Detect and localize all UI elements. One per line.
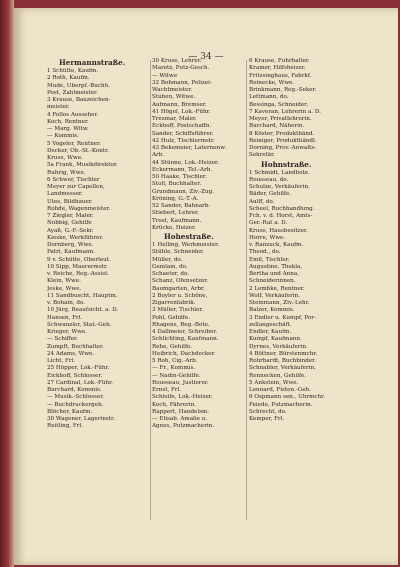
directory-entry: 1 Schmidt, Landbote. bbox=[249, 169, 310, 176]
directory-entry: Maretz, Putz-Gesch. bbox=[152, 65, 210, 72]
directory-entry: Burchard, Kommis. bbox=[47, 387, 102, 393]
directory-entry: 7 Kaveran, Lehrerin a. D. bbox=[249, 108, 321, 115]
directory-entry: Schneiderinnen. bbox=[249, 278, 296, 285]
directory-entry: Utes, Bildhauer. bbox=[47, 198, 93, 205]
directory-entry: Schnabler, Verkäuferin. bbox=[249, 365, 316, 372]
directory-entry: Pohl, Gehilfe. bbox=[152, 314, 190, 321]
directory-entry: 41 Högel, Lok.-Führ. bbox=[152, 108, 211, 115]
directory-entry: Scheel, Buchhandlung. bbox=[249, 205, 315, 212]
directory-entry: Müller, do. bbox=[152, 256, 183, 263]
directory-entry: Eickhoff, Schlosser. bbox=[47, 372, 103, 379]
directory-column-3 bbox=[249, 58, 364, 423]
directory-entry: Dornberg, Wwe. bbox=[47, 242, 94, 248]
directory-column-1 bbox=[47, 58, 155, 431]
directory-entry: Licht, Frl. bbox=[47, 358, 76, 364]
directory-entry: 5a Frank, Musikdirektor. bbox=[47, 162, 118, 169]
directory-entry: Aufmann, Bremser. bbox=[152, 101, 207, 108]
directory-entry: 44 Stünne, Lok.-Heizer. bbox=[152, 159, 219, 166]
directory-entry: 3 Endler u. Kumpf, Por- bbox=[249, 314, 316, 321]
directory-entry: Schaeter, do. bbox=[152, 271, 190, 277]
directory-entry: Reiniger, Produkthändl. bbox=[249, 137, 317, 144]
directory-entry: Lettmann, do. bbox=[249, 94, 289, 101]
directory-column-2 bbox=[152, 58, 262, 431]
directory-entry: Rousseau, Justierer. bbox=[152, 379, 209, 386]
directory-entry: v. Bohain, do. bbox=[47, 300, 86, 306]
directory-entry: Schrecht, do. bbox=[249, 408, 287, 415]
directory-entry: Hansen, Frl. bbox=[47, 314, 83, 321]
directory-entry: Theod., do. bbox=[249, 249, 281, 256]
directory-entry: Stühle, Schneider. bbox=[152, 249, 204, 256]
directory-entry: 7 Ziegler, Maler. bbox=[47, 213, 94, 219]
directory-entry: 2 Lembke, Rentner. bbox=[249, 285, 305, 292]
directory-entry: — Fr., Kommis. bbox=[152, 365, 196, 372]
directory-entry: Gemlam, do. bbox=[152, 263, 188, 270]
directory-entry: Eckermann, Tel.-Arb. bbox=[152, 166, 213, 173]
directory-entry: zellangeschäft. bbox=[249, 321, 292, 328]
directory-entry: Kramer, Hilfsheizer. bbox=[249, 65, 306, 72]
directory-entry: Schlichting, Kaufmann. bbox=[152, 336, 219, 343]
directory-entry: Decker, Ob.-St.-Kontr. bbox=[47, 147, 109, 154]
directory-entry: 10 Jürg, Beaufsicht. a. D. bbox=[47, 307, 119, 314]
directory-entry: 52 Sander, Bahnarb. bbox=[152, 203, 211, 209]
directory-entry: Stiebert, Lehrer. bbox=[152, 210, 199, 217]
directory-entry: meister. bbox=[47, 104, 70, 111]
directory-entry: 3 Müller, Tischler. bbox=[152, 307, 204, 314]
directory-entry: 27 Cardinal, Lok.-Führ. bbox=[47, 379, 113, 386]
directory-entry: Brinkmann, Reg.-Seker. bbox=[249, 87, 317, 93]
directory-entry: Baumgarten, Arbr. bbox=[152, 285, 205, 292]
directory-entry: Schulze, Verkäuferin. bbox=[249, 184, 310, 190]
directory-entry: 8 Köster, Produkthänd. bbox=[249, 130, 315, 137]
directory-entry: Post, Zahlmeister. bbox=[47, 89, 98, 96]
page-number: — 34 — bbox=[188, 52, 224, 62]
directory-entry: Reinecke, Wwe. bbox=[249, 79, 295, 86]
directory-entry: Landmesser. bbox=[47, 191, 83, 198]
directory-entry: Ruhrig, Wwe. bbox=[47, 169, 86, 176]
directory-entry: Heibrich, Dachdecker. bbox=[152, 350, 216, 357]
directory-entry: Rennecken, Gehilfe. bbox=[249, 372, 307, 379]
directory-entry: — Nadin-Gehilfe. bbox=[152, 372, 201, 379]
directory-entry: 2 Boyler u. Schöne, bbox=[152, 292, 208, 299]
directory-entry: Balzer, Kommis. bbox=[249, 307, 295, 314]
directory-entry: — Buchdruckergeh. bbox=[47, 401, 104, 408]
directory-entry: Emil, Tischler. bbox=[249, 256, 290, 263]
directory-entry: Steinmann, Ziv.-Lehr. bbox=[249, 300, 310, 306]
directory-entry: 2 Roth, Kaufm. bbox=[47, 75, 90, 82]
directory-entry: Zumpft, Buchhalter. bbox=[47, 343, 104, 350]
directory-entry: Kruse, Hausbesitzer. bbox=[249, 227, 308, 234]
directory-entry: 11 Sandbuscht, Hauptm. bbox=[47, 292, 118, 299]
directory-entry: Meyer, Privatlehrerin. bbox=[249, 116, 312, 122]
directory-entry: v. Ranzuck, Kaufm. bbox=[249, 242, 304, 248]
directory-entry: 10 Sipp, Maurermstr. bbox=[47, 263, 108, 270]
directory-entry: Agnes, Putzmacherin. bbox=[152, 423, 215, 430]
directory-entry: Grundmann, Ziv.-Zug. bbox=[152, 188, 215, 195]
directory-entry: Koch, Fährerin. bbox=[152, 401, 196, 408]
directory-entry: Stoll, Buchhalter. bbox=[152, 181, 202, 188]
directory-entry: Bäder, Gehilfe. bbox=[249, 191, 292, 198]
directory-entry: 6 Krause, Fuhrhalter. bbox=[249, 58, 310, 64]
directory-entry: 43 Bekemeier, Laternenw. bbox=[152, 145, 227, 151]
directory-entry: 1 Helling, Werkmeister. bbox=[152, 242, 219, 248]
directory-entry: Klein, Wwe. bbox=[47, 278, 81, 285]
directory-entry: Krieger, Wwe. bbox=[47, 329, 88, 335]
directory-entry: — Musik.-Schlosser. bbox=[47, 394, 105, 401]
directory-entry: Ernst, Frl. bbox=[152, 387, 182, 393]
directory-entry: Eckhoff, Postschaffn. bbox=[152, 123, 212, 130]
directory-entry: Patri, Kaufmann. bbox=[47, 249, 95, 256]
directory-entry: Jeske, Wwe. bbox=[47, 285, 82, 292]
directory-entry: Kumpf, Kaufmann. bbox=[249, 336, 302, 343]
directory-entry: — Witwe bbox=[152, 72, 178, 79]
directory-entry: 30 Wagener, Lagerinstr. bbox=[47, 416, 115, 422]
directory-entry: 32 Bohmann, Polizei- bbox=[152, 79, 212, 86]
directory-entry: Wachtmeister. bbox=[152, 87, 193, 93]
directory-entry: Tresmar, Maler. bbox=[152, 116, 197, 122]
directory-entry: Aulff, do. bbox=[249, 198, 275, 205]
directory-entry: 42 Hulz, Tischlermstr. bbox=[152, 137, 215, 144]
directory-entry: 4 Follos Ausseher. bbox=[47, 111, 99, 118]
directory-entry: Endler, Kaufm. bbox=[249, 329, 292, 335]
directory-entry: Lennard, Fisten.-Geh. bbox=[249, 387, 311, 393]
directory-entry: 6 Ospmann sen., Uhrmchr. bbox=[249, 394, 325, 401]
directory-entry: Fch. v. d. Horst, Amts- bbox=[249, 213, 313, 219]
directory-entry: 5 Ankstein, Wwe. bbox=[249, 379, 299, 386]
directory-entry: 3 Krause, Bauzeichen- bbox=[47, 97, 111, 103]
directory-entry: 5 Vogeler, Rentner. bbox=[47, 140, 101, 147]
directory-entry: 4 Böttner, Bürstenmchr. bbox=[249, 350, 318, 357]
directory-entry: 4 Dallmeier, Schreiber. bbox=[152, 329, 218, 335]
directory-entry: Kröning, G.-T.-A. bbox=[152, 195, 199, 202]
directory-entry: Bessinga, Schneider. bbox=[249, 101, 309, 108]
directory-entry: 5 Roh, Cig.-Arb. bbox=[152, 358, 198, 364]
directory-entry: Rappert, Handelsm. bbox=[152, 408, 210, 415]
directory-entry: Rhagens, Reg.-Bote. bbox=[152, 321, 210, 328]
directory-entry: — Elisab. Amalie u. bbox=[152, 416, 208, 422]
directory-entry: 25 Höpper, Lok.-Führ. bbox=[47, 365, 110, 372]
directory-entry: Zigarrenfabrik. bbox=[152, 300, 196, 306]
directory-entry: Kruse, Wwe. bbox=[47, 155, 83, 161]
directory-entry: Koch, Rentner. bbox=[47, 118, 89, 125]
directory-entry: v. Reiche, Reg.-Assist. bbox=[47, 271, 110, 277]
directory-entry: Sander, Schiffsführer. bbox=[152, 130, 214, 137]
directory-entry: Dorning, Prov.-Anwalts- bbox=[249, 145, 317, 151]
street-heading: Hohnstraße. bbox=[261, 159, 312, 169]
directory-entry: Ayaß, G.-F.-Sekr. bbox=[47, 227, 94, 234]
directory-entry: Fritzsinghaus, Fahrkf. bbox=[249, 72, 312, 79]
directory-entry: Rehe, Gehilfe. bbox=[152, 343, 193, 350]
directory-entry: Schwanzler, Stat.-Geh. bbox=[47, 321, 112, 328]
directory-entry: Rohde, Wagenmeister. bbox=[47, 205, 111, 212]
directory-entry: Meyer zur Capellen, bbox=[47, 184, 105, 190]
directory-entry: Kieske, Werkführer. bbox=[47, 234, 104, 241]
directory-entry: Wolf, Verkäuferin. bbox=[249, 292, 301, 299]
directory-entry: 6 Schwer, Tischler bbox=[47, 176, 100, 183]
directory-entry: Krücke, Heizer. bbox=[152, 224, 196, 231]
directory-entry: 50 Haake, Tischler. bbox=[152, 174, 207, 180]
directory-entry: 30 Kruse, Lehrer. bbox=[152, 58, 202, 64]
directory-entry: — Schiffer. bbox=[47, 336, 78, 343]
directory-entry: Feiede, Putzmacherin. bbox=[249, 401, 313, 408]
directory-entry: Schanz, Ofensetzer. bbox=[152, 278, 209, 285]
directory-entry: 1 Schütte, Kaufm. bbox=[47, 68, 99, 74]
directory-entry: Augustine, Thekla, bbox=[249, 263, 303, 270]
directory-entry: Bertha und Anna, bbox=[249, 271, 299, 277]
directory-entry: Rohrbardt, Buchbinder. bbox=[249, 358, 316, 364]
directory-entry: Blöcher, Kaufm. bbox=[47, 408, 93, 415]
directory-entry: Rousseau, do. bbox=[249, 176, 289, 183]
directory-entry: Kemper, Frl. bbox=[249, 416, 285, 422]
directory-entry: Ger.-Rat a. D. bbox=[249, 220, 288, 227]
directory-entry: Trost, Kaufmann. bbox=[152, 217, 202, 224]
directory-entry: Nobbig, Gehilfe bbox=[47, 220, 92, 227]
directory-entry: Arb. bbox=[152, 152, 165, 159]
directory-entry: Mude, Überpf.-Buchh. bbox=[47, 82, 111, 89]
directory-entry: Stuben, Witwe. bbox=[152, 94, 196, 101]
directory-entry: Reitling, Frl. bbox=[47, 423, 83, 430]
directory-entry: 9 v. Schütte, Oberleut. bbox=[47, 256, 111, 263]
street-heading: Hermannstraße. bbox=[59, 58, 126, 67]
directory-entry: — Marg. Witw. bbox=[47, 126, 89, 132]
directory-entry: Dyrnes, Verkäuferin. bbox=[249, 343, 308, 350]
directory-entry: Sekretär. bbox=[249, 152, 275, 159]
directory-entry: Horre, Wwe. bbox=[249, 234, 286, 241]
book-binding bbox=[0, 0, 14, 567]
directory-entry: Schleife, Lok.-Heizer. bbox=[152, 394, 213, 401]
directory-entry: — Kommis. bbox=[47, 133, 79, 140]
directory-entry: 24 Adams, Wwe. bbox=[47, 350, 95, 357]
directory-entry: Burchard, Näherin. bbox=[249, 123, 305, 130]
street-heading: Hohestraße. bbox=[164, 232, 214, 241]
